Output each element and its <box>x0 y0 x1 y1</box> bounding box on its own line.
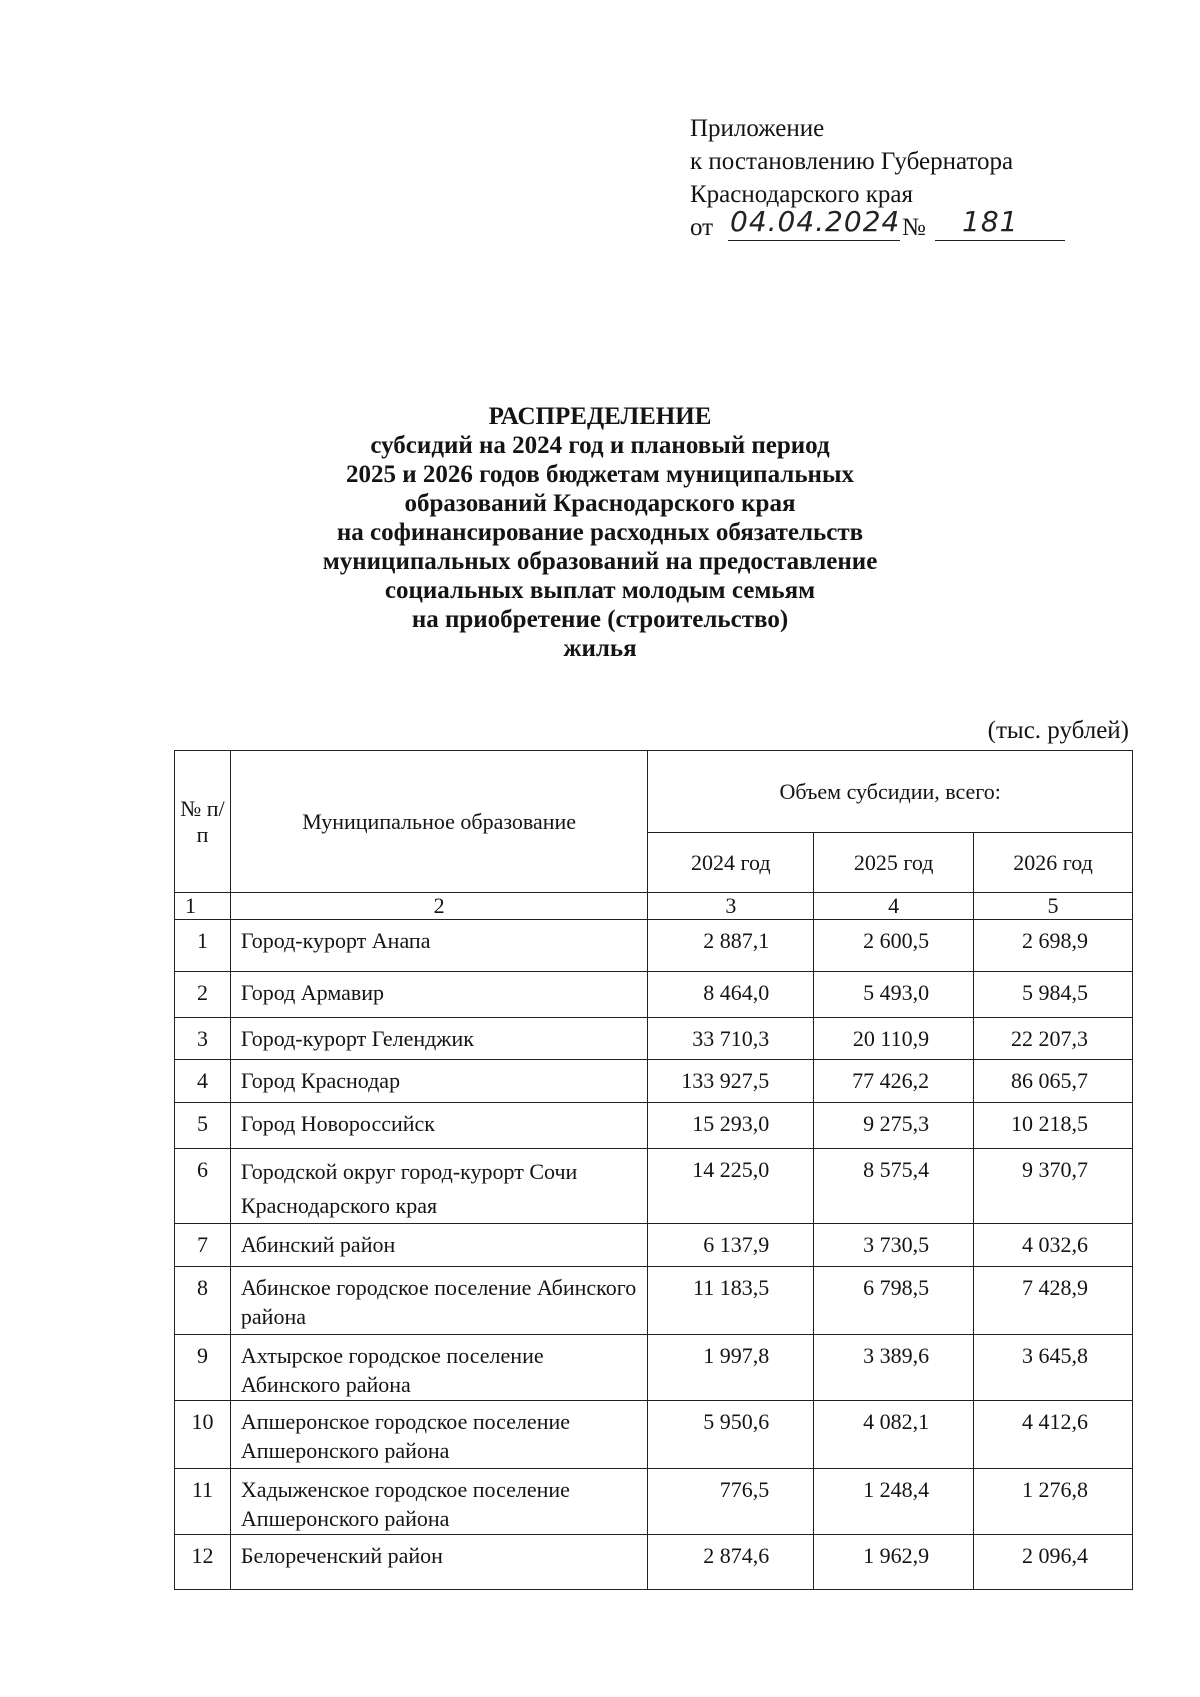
row-index: 10 <box>175 1401 231 1469</box>
header-2024: 2024 год <box>648 833 814 893</box>
table-row <box>175 972 1133 1018</box>
row-municipality: Город Армавир <box>230 972 647 1018</box>
table-row <box>175 1103 1133 1149</box>
row-municipality: Город-курорт Геленджик <box>230 1018 647 1060</box>
title-line-7: социальных выплат молодым семьям <box>384 577 816 604</box>
row-2024: 776,5 <box>648 1469 814 1535</box>
handwritten-date: 04.04.2024 <box>730 205 901 238</box>
row-2026: 10 218,5 <box>974 1103 1133 1149</box>
header-2026: 2026 год <box>974 833 1133 893</box>
row-2026: 2 698,9 <box>974 920 1133 972</box>
column-number: 4 <box>814 893 974 920</box>
row-2026: 9 370,7 <box>974 1149 1133 1224</box>
table-row <box>175 1335 1133 1401</box>
decree-date-number-line <box>690 205 1019 244</box>
row-2024: 33 710,3 <box>648 1018 814 1060</box>
title-line-2: субсидий на 2024 год и плановый период <box>370 432 830 459</box>
row-municipality: Городской округ город-курорт Сочи Краснодарского края <box>230 1149 647 1224</box>
row-index: 11 <box>175 1469 231 1535</box>
row-index: 6 <box>175 1149 231 1224</box>
row-municipality: Абинский район <box>230 1224 647 1267</box>
row-2026: 22 207,3 <box>974 1018 1133 1060</box>
row-2024: 133 927,5 <box>648 1060 814 1103</box>
row-index: 9 <box>175 1335 231 1401</box>
row-2025: 2 600,5 <box>814 920 974 972</box>
appendix-line-1: Приложение <box>690 115 825 142</box>
row-index: 12 <box>175 1535 231 1590</box>
number-underline <box>935 240 1065 241</box>
column-number: 1 <box>175 893 231 920</box>
table-row <box>175 920 1133 972</box>
appendix-line-3: Краснодарского края <box>690 181 913 208</box>
row-municipality: Белореченский район <box>230 1535 647 1590</box>
row-2026: 2 096,4 <box>974 1535 1133 1590</box>
column-number: 5 <box>974 893 1133 920</box>
date-prefix: от <box>690 214 714 241</box>
row-2024: 15 293,0 <box>648 1103 814 1149</box>
row-municipality: Апшеронское городское поселение Апшеронского района <box>230 1401 647 1469</box>
row-index: 8 <box>175 1267 231 1335</box>
row-2024: 14 225,0 <box>648 1149 814 1224</box>
title-line-9: жилья <box>563 635 637 662</box>
row-index: 7 <box>175 1224 231 1267</box>
row-2024: 2 887,1 <box>648 920 814 972</box>
table-row <box>175 1018 1133 1060</box>
title-line-6: муниципальных образований на предоставление <box>322 548 878 575</box>
row-municipality: Абинское городское поселение Абинского района <box>230 1267 647 1335</box>
row-municipality: Хадыженское городское поселение Апшеронского района <box>230 1469 647 1535</box>
row-index: 1 <box>175 920 231 972</box>
row-2026: 3 645,8 <box>974 1335 1133 1401</box>
row-2025: 6 798,5 <box>814 1267 974 1335</box>
row-index: 5 <box>175 1103 231 1149</box>
row-2025: 9 275,3 <box>814 1103 974 1149</box>
row-2026: 86 065,7 <box>974 1060 1133 1103</box>
title-line-5: на софинансирование расходных обязательств <box>336 519 864 546</box>
table-row <box>175 1060 1133 1103</box>
row-index: 3 <box>175 1018 231 1060</box>
row-2024: 1 997,8 <box>648 1335 814 1401</box>
row-2026: 1 276,8 <box>974 1469 1133 1535</box>
row-2025: 5 493,0 <box>814 972 974 1018</box>
title-line-1: РАСПРЕДЕЛЕНИЕ <box>488 403 712 430</box>
header-volume: Объем субсидии, всего: <box>648 751 1133 833</box>
table-row <box>175 1224 1133 1267</box>
row-2024: 2 874,6 <box>648 1535 814 1590</box>
row-index: 2 <box>175 972 231 1018</box>
appendix-block <box>690 112 1019 244</box>
column-number: 2 <box>230 893 647 920</box>
row-municipality: Город Краснодар <box>230 1060 647 1103</box>
row-2026: 7 428,9 <box>974 1267 1133 1335</box>
row-2026: 4 032,6 <box>974 1224 1133 1267</box>
row-index: 4 <box>175 1060 231 1103</box>
number-prefix: № <box>902 214 926 241</box>
row-2025: 20 110,9 <box>814 1018 974 1060</box>
column-number: 3 <box>648 893 814 920</box>
table-row <box>175 1267 1133 1335</box>
row-2024: 5 950,6 <box>648 1401 814 1469</box>
table-row <box>175 1535 1133 1590</box>
row-2025: 4 082,1 <box>814 1401 974 1469</box>
document-title <box>0 402 1200 663</box>
row-2026: 5 984,5 <box>974 972 1133 1018</box>
row-2026: 4 412,6 <box>974 1401 1133 1469</box>
title-line-8: на приобретение (строительство) <box>411 606 789 633</box>
units-label: (тыс. рублей) <box>987 717 1129 744</box>
header-num: № п/п <box>175 751 231 893</box>
date-underline <box>728 240 900 241</box>
table-row <box>175 1149 1133 1224</box>
row-2025: 3 389,6 <box>814 1335 974 1401</box>
subsidy-table <box>174 750 1133 1590</box>
table-row <box>175 1401 1133 1469</box>
row-municipality: Ахтырское городское поселение Абинского района <box>230 1335 647 1401</box>
row-2025: 3 730,5 <box>814 1224 974 1267</box>
row-2024: 11 183,5 <box>648 1267 814 1335</box>
title-line-3: 2025 и 2026 годов бюджетам муниципальных <box>346 461 854 488</box>
header-2025: 2025 год <box>814 833 974 893</box>
column-numbers-row <box>175 893 1133 920</box>
table-row <box>175 1469 1133 1535</box>
row-2025: 1 962,9 <box>814 1535 974 1590</box>
row-2024: 6 137,9 <box>648 1224 814 1267</box>
row-2024: 8 464,0 <box>648 972 814 1018</box>
title-line-4: образований Краснодарского края <box>404 490 796 517</box>
row-municipality: Город-курорт Анапа <box>230 920 647 972</box>
row-2025: 8 575,4 <box>814 1149 974 1224</box>
row-2025: 1 248,4 <box>814 1469 974 1535</box>
row-2025: 77 426,2 <box>814 1060 974 1103</box>
header-municipality: Муниципальное образование <box>230 751 647 893</box>
appendix-line-2: к постановлению Губернатора <box>690 148 1014 175</box>
handwritten-number: 181 <box>962 205 1019 238</box>
row-municipality: Город Новороссийск <box>230 1103 647 1149</box>
